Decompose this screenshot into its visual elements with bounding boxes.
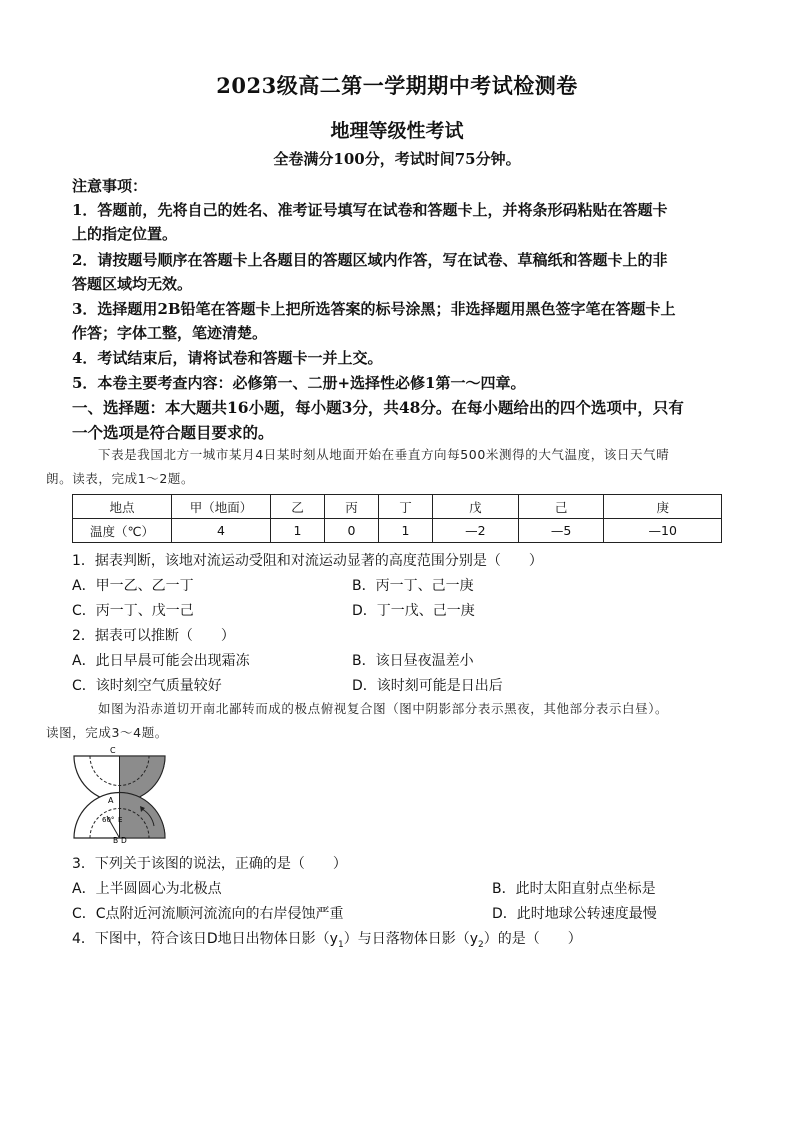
passage-1 xyxy=(46,443,722,491)
table-cell: 4 xyxy=(172,519,271,543)
question-1-option-b[interactable]: B．丙一丁、己一庚 xyxy=(352,578,474,594)
question-2-option-d[interactable]: D．该时刻可能是日出后 xyxy=(352,678,503,694)
figure-label-b: B xyxy=(113,836,119,844)
question-2-option-b[interactable]: B．该日昼夜温差小 xyxy=(352,653,474,669)
question-2-option-a[interactable]: A．此日早晨可能会出现霜冻 xyxy=(72,653,250,669)
table-cell: 甲（地面） xyxy=(172,495,271,519)
question-4-stem-suffix: ）的是（ ） xyxy=(483,931,582,947)
table-cell: 戊 xyxy=(433,495,519,519)
notice-item-5: 5．本卷主要考查内容：必修第一、二册+选择性必修1第一～四章。 xyxy=(72,374,526,392)
notice-item-2-line-2: 答题区域均无效。 xyxy=(72,275,193,293)
passage-2-line-2: 读图，完成3～4题。 xyxy=(46,725,168,740)
question-1-option-c[interactable]: C．丙一丁、戊一己 xyxy=(72,603,194,619)
polar-view-figure xyxy=(72,746,167,844)
table-cell: 乙 xyxy=(271,495,325,519)
table-row-label: 温度（℃） xyxy=(73,519,172,543)
figure-label-e: E xyxy=(118,816,123,824)
table-cell: —10 xyxy=(604,519,722,543)
question-2-stem: 2．据表可以推断（ ） xyxy=(72,628,235,644)
figure-label-d: D xyxy=(121,836,127,844)
question-4-stem xyxy=(72,928,582,950)
table-cell: —5 xyxy=(518,519,604,543)
notice-item-3-line-1: 3．选择题用2B铅笔在答题卡上把所选答案的标号涂黑；非选择题用黑色签字笔在答题卡上 xyxy=(72,300,676,318)
table-cell: —2 xyxy=(433,519,519,543)
table-cell: 0 xyxy=(325,519,379,543)
question-4-subscript-2: 2 xyxy=(478,939,484,950)
table-cell: 1 xyxy=(271,519,325,543)
table-row xyxy=(73,519,722,543)
table-cell: 丁 xyxy=(379,495,433,519)
notice-item-1-line-2: 上的指定位置。 xyxy=(72,225,178,243)
exam-info: 全卷满分100分，考试时间75分钟。 xyxy=(273,150,521,168)
passage-1-line-1: 下表是我国北方一城市某月4日某时刻从地面开始在垂直方向每500米测得的大气温度，该日天气晴 xyxy=(98,447,670,462)
notice-heading: 注意事项： xyxy=(72,177,148,195)
table-header-label: 地点 xyxy=(73,495,172,519)
notice-item-2-line-1: 2．请按题号顺序在答题卡上各题目的答题区域内作答，写在试卷、草稿纸和答题卡上的非 xyxy=(72,251,668,269)
exam-subject: 地理等级性考试 xyxy=(330,120,464,142)
table-cell: 丙 xyxy=(325,495,379,519)
question-3-option-a[interactable]: A．上半圆圆心为北极点 xyxy=(72,881,222,897)
table-row xyxy=(73,495,722,519)
section-heading-line-2: 一个选项是符合题目要求的。 xyxy=(72,423,274,442)
question-2-option-c[interactable]: C．该时刻空气质量较好 xyxy=(72,678,222,694)
question-4-stem-mid: ）与日落物体日影（y xyxy=(343,931,479,947)
notice-item-3-line-2: 作答；字体工整，笔迹清楚。 xyxy=(72,324,268,342)
temperature-table xyxy=(72,494,722,543)
figure-label-a: A xyxy=(108,796,114,805)
question-1-option-d[interactable]: D．丁一戊、己一庚 xyxy=(352,603,475,619)
table-cell: 庚 xyxy=(604,495,722,519)
question-3-option-d[interactable]: D．此时地球公转速度最慢 xyxy=(492,906,657,922)
question-3-stem: 3．下列关于该图的说法，正确的是（ ） xyxy=(72,856,347,872)
notice-item-1-line-1: 1．答题前，先将自己的姓名、准考证号填写在试卷和答题卡上，并将条形码粘贴在答题卡 xyxy=(72,201,668,219)
table-cell: 己 xyxy=(518,495,604,519)
question-1-option-a[interactable]: A．甲一乙、乙一丁 xyxy=(72,578,194,594)
passage-2 xyxy=(46,697,722,745)
notice-item-4: 4．考试结束后，请将试卷和答题卡一并上交。 xyxy=(72,349,383,367)
figure-label-c: C xyxy=(110,746,116,755)
figure-label-angle: 60° xyxy=(102,816,115,824)
question-3-option-c[interactable]: C．C点附近河流顺河流流向的右岸侵蚀严重 xyxy=(72,906,344,922)
table-cell: 1 xyxy=(379,519,433,543)
exam-title: 2023级高二第一学期期中考试检测卷 xyxy=(216,73,578,98)
passage-1-line-2: 朗。读表，完成1～2题。 xyxy=(46,471,195,486)
question-4-subscript-1: 1 xyxy=(337,939,344,950)
question-4-stem-prefix: 4．下图中，符合该日D地日出物体日影（y xyxy=(72,931,338,947)
question-3-option-b[interactable]: B．此时太阳直射点坐标是 xyxy=(492,881,656,897)
question-1-stem: 1．据表判断，该地对流运动受阻和对流运动显著的高度范围分别是（ ） xyxy=(72,553,543,569)
passage-2-line-1: 如图为沿赤道切开南北鄙转而成的极点俯视复合图（图中阴影部分表示黑夜，其他部分表示白昼）。 xyxy=(98,701,669,716)
section-heading-line-1: 一、选择题：本大题共16小题，每小题3分，共48分。在每小题给出的四个选项中，只有 xyxy=(72,398,684,417)
